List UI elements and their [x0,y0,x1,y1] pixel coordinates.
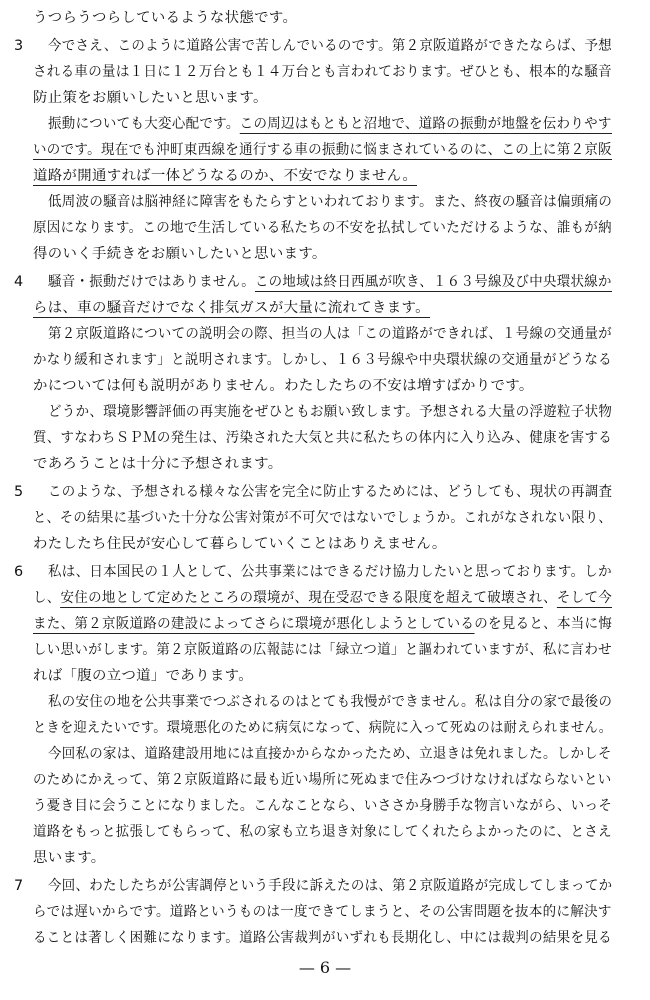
text-segment: のを見ると、本当に悔 [474,616,613,632]
text-line [33,588,612,608]
text-line [33,428,612,448]
text-line [48,562,612,582]
section-number: 6 [14,564,24,580]
text-segment: 騒音・振動だけではありません。 [48,274,255,290]
text-segment: しい思いがします。第２京阪道路の広報誌には「緑立つ道」と謳われていますが、私に言わせ [33,642,612,658]
text-segment: うつらうつらしているような状態です。 [33,10,298,26]
text-segment: 得のいく手続きをお願いしたいと思います。 [33,246,327,262]
text-line [33,218,612,238]
underlined-text: らは、車の騒音だけでなく排気ガスが大量に流れてきます。 [33,300,430,316]
underlined-text: 安住の地として定めたところの環境が、現在受忍できる限度を超えて破壊され [60,590,544,606]
text-line [33,666,253,686]
section-number: 3 [14,38,24,54]
text-segment: ときを迎えたいです。環境悪化のために病気になって、病院に入って死ぬのは耐えられません。 [33,720,613,736]
text-line [33,140,612,160]
text-line [33,902,612,922]
text-line [48,272,612,292]
text-segment: し、 [33,590,61,606]
text-line [48,324,612,344]
text-segment: される車の量は１日に１２万台とも１４万台とも言われております。ぜひとも、根本的な騒音 [33,64,612,80]
text-segment: 道路をもっと拡張してもらって、私の家も立ち退き対象にしてくれたらよかったのに、とさえ [33,824,612,840]
text-line [33,508,612,528]
text-segment: 思います。 [33,850,106,866]
text-segment: 振動についても大変心配です。 [48,116,240,132]
text-segment: と、その結果に基づいた十分な公害対策が不可欠ではないでしょうか。これがなされない限り、 [33,510,612,526]
text-segment: 私は、日本国民の１人として、公共事業にはできるだけ協力したいと思っております。しか [48,564,612,580]
text-line [48,36,612,56]
text-line [33,718,612,738]
text-line [33,62,612,82]
text-line [33,796,612,816]
text-line [33,534,447,554]
text-segment: のためにかえって、第２京阪道路に最も近い場所に死ぬまで住みつづけなければならないとい [33,772,612,788]
text-line [33,770,612,790]
text-segment: う憂き目に会うことになりました。こんなことなら、いささか身勝手な物言いながら、いっそ [33,798,613,814]
text-segment: 私の安住の地を公共事業でつぶされるのはとても我慢ができません。私は自分の家で最後の [48,694,613,710]
text-line [48,192,612,212]
text-line [48,692,612,712]
text-line [33,928,612,948]
underlined-text: この地域は終日西風が吹き、１６３号線及び中央環状線か [254,274,612,290]
text-segment: れば「腹の立つ道」であります。 [33,668,253,684]
text-segment: 第２京阪道路についての説明会の際、担当の人は「この道路ができれば、１号線の交通量が [48,326,613,342]
text-line [48,744,612,764]
underlined-text: いのです。現在でも沖町東西線を通行する車の振動に悩まされているのに、この上に第２京阪 [33,142,612,158]
text-line [48,482,612,502]
text-segment: らでは遅いからです。道路というものは一度できてしまうと、その公害問題を抜本的に解決す [33,904,612,920]
text-segment: ることは著しく困難になります。道路公害裁判がいずれも長期化し、中には裁判の結果を見る [33,930,612,946]
underlined-text: そして今 [556,590,612,606]
section-number: 7 [14,878,24,894]
text-segment: 今でさえ、このように道路公害で苦しんでいるのです。第２京阪道路ができたならば、予想 [48,38,613,54]
text-line [33,166,417,186]
text-segment: どうか、環境影響評価の再実施をぜひともお願い致します。予想される大量の浮遊粒子状物 [48,404,613,420]
underlined-text: また、第２京阪道路の建設によってさらに環境が悪化しようとしている [33,616,475,632]
text-segment: 今回私の家は、道路建設用地には直接かからなかったため、立退きは免れました。しかしそ [48,746,612,762]
text-line [33,640,612,660]
text-segment: わたしたち住民が安心して暮らしていくことはありえません。 [33,536,447,552]
text-segment: このような、予想される様々な公害を完全に防止するためには、どうしても、現状の再調査 [48,484,613,500]
text-line [33,454,282,474]
text-segment: であろうことは十分に予想されます。 [33,456,283,472]
section-number: 4 [14,274,24,290]
text-line [33,614,612,634]
text-line [33,298,430,318]
underlined-text: 道路が開通すれば一体どうなるのか、不安でなりません。 [33,168,418,184]
text-line [33,848,106,868]
text-segment: 、 [543,590,557,606]
text-line [33,88,268,108]
text-segment: 防止策をお願いしたいと思います。 [33,90,268,106]
underlined-text: この周辺はもともと沼地で、道路の振動が地盤を伝わりやす [239,116,612,132]
section-number: 5 [14,484,24,500]
text-segment: 原因になります。この地で生活している私たちの不安を払拭していただけるような、誰もが納 [33,220,612,236]
text-line [48,114,612,134]
text-line [33,8,297,28]
text-segment: 今回、わたしたちが公害調停という手段に訴えたのは、第２京阪道路が完成してしまってか [48,878,613,894]
text-line [33,244,327,264]
text-line [33,822,612,842]
text-line [33,350,612,370]
text-line [33,376,534,396]
text-segment: かについては何も説明がありません。わたしたちの不安は増すばかりです。 [33,378,534,394]
page-number: — 6 — [298,958,352,977]
text-segment: 質、すなわちＳＰＭの発生は、汚染された大気と共に私たちの体内に入り込み、健康を害する [33,430,612,446]
text-line [48,402,612,422]
text-line [48,876,612,896]
text-segment: かなり緩和されます」と説明されます。しかし、１６３号線や中央環状線の交通量がどうなる [33,352,612,368]
text-segment: 低周波の騒音は脳神経に障害をもたらすといわれております。また、終夜の騒音は偏頭痛の [48,194,613,210]
